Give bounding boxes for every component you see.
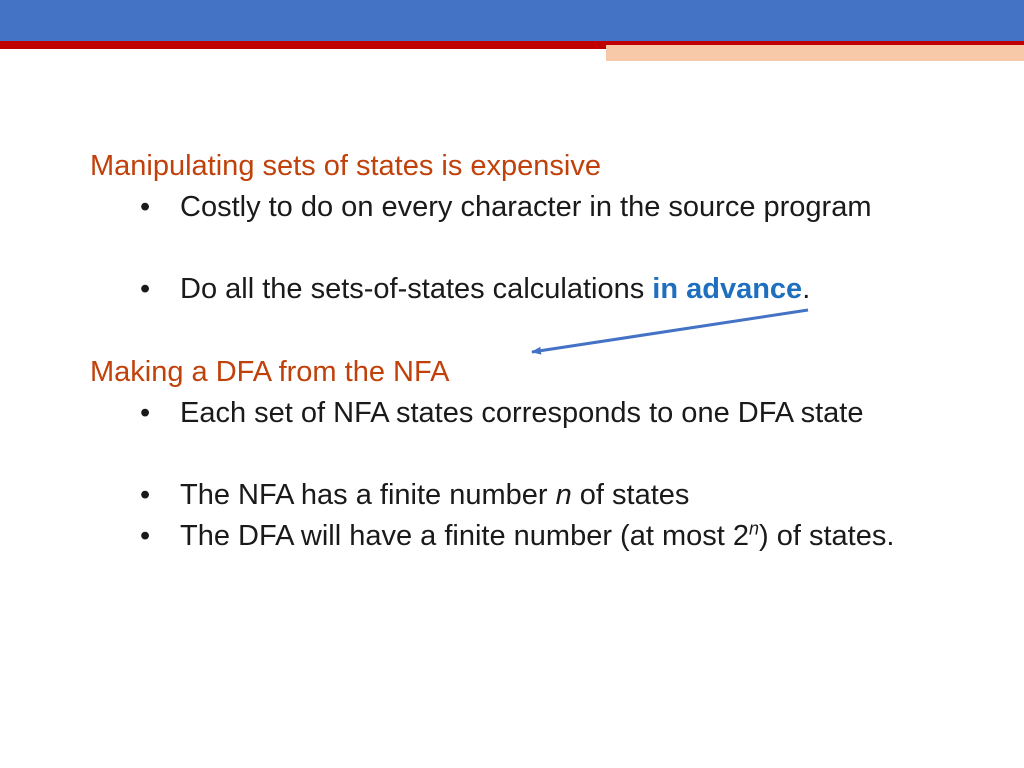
bullet-text-plain: Do all the sets-of-states calculations	[180, 273, 653, 305]
arrow-line	[532, 310, 808, 352]
bullet-text-plain: The DFA will have a finite number (at most 2	[180, 520, 749, 552]
section2-heading: Making a DFA from the NFA	[90, 356, 450, 388]
bullet-text-end: .	[802, 273, 811, 305]
bullet-text-end: of states	[571, 479, 690, 511]
bullet-text	[180, 516, 910, 557]
bullet-text-plain: The NFA has a finite number	[180, 479, 556, 511]
section2-bullet-1	[140, 393, 910, 434]
bullet-dot: •	[140, 397, 151, 429]
bullet-dot: •	[140, 273, 151, 305]
section1-heading: Manipulating sets of states is expensive	[90, 150, 601, 182]
variable-n: n	[555, 479, 572, 511]
bullet-dot: •	[140, 520, 151, 552]
section2-bullet-2	[140, 475, 910, 516]
bullet-text-end: ) of states.	[759, 520, 895, 552]
bullet-text: Each set of NFA states corresponds to one DFA state	[180, 397, 864, 429]
bullet-text	[180, 475, 910, 516]
section2-bullet-3	[140, 516, 910, 557]
superscript-n: n	[748, 518, 759, 539]
emphasis-in-advance: in advance	[652, 273, 803, 305]
bullet-dot: •	[140, 191, 151, 223]
bullet-dot: •	[140, 479, 151, 511]
bullet-text: Costly to do on every character in the source program	[180, 191, 872, 223]
